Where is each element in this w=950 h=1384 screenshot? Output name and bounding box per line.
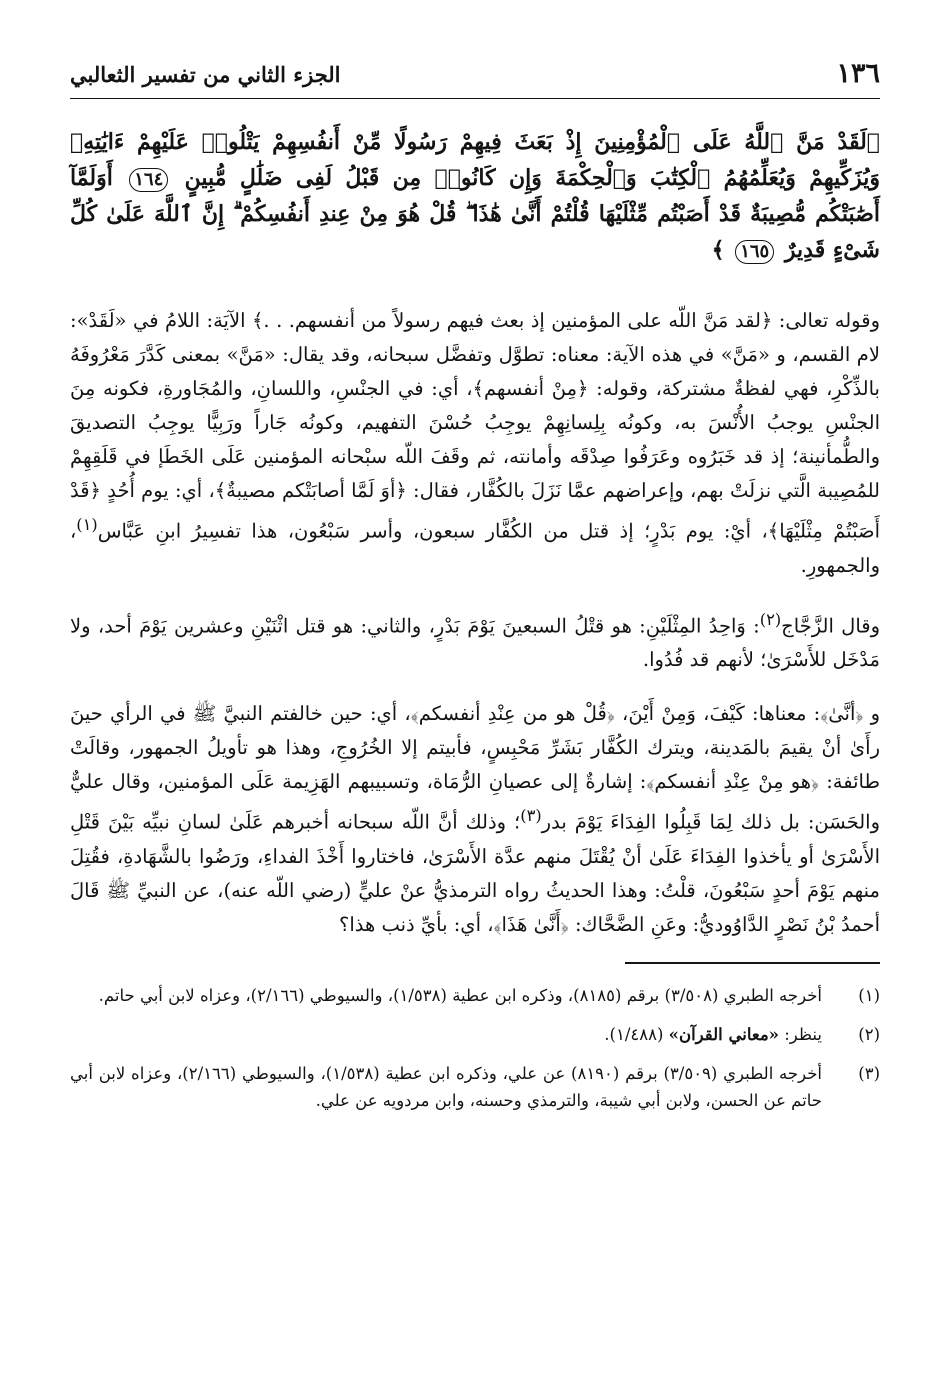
paragraph-text: وقال الزَّجَّاج [781, 614, 881, 637]
footnote-prefix: ينظر: [778, 1024, 822, 1044]
verse-number-marker: ١٦٥ [735, 240, 774, 264]
footnote-number: (٣) [858, 1063, 880, 1083]
paragraph-text: : وَاحِدُ المِثْلَيْنِ: هو قتْلُ السبعينَ يَوْمَ بَدْرٍ، والثاني: هو قتل اثْنَيْنِ وعشرين يَوْمَ أحد، ولا مَدْخَل للأَسْرَىٰ؛ لأنهم قد فُدُوا. [70, 614, 880, 671]
quran-verses [70, 124, 880, 268]
footnote-book-title: «معاني القرآن» [668, 1024, 779, 1044]
paragraph-text: وقوله تعالى: ﴿لقد مَنَّ اللّه على المؤمنين إذ بعث فيهم رسولاً من أنفسهم. . .﴾ الآيَة: اللامُ في «لَقَدْ»: لام القسم، و «مَنَّ» في هذه الآية: معناه: تطوَّل وتفضَّل سبحانه، وقد يقال: «مَنَّ» بمعنى كَدَّرَ مَعْرُوفَهُ بالذِّكْرِ، فهي لفظةٌ مشتركة، وقوله: ﴿مِنْ أنفسهم﴾، أي: في الجنْسِ، واللسانِ، والمُجَاورةِ، فكونه مِنَ الجنْسِ يوجبُ الأُنْسَ به، وكونُه بِلِسانِهِمْ يوجِبُ حُسْنَ التفهيم، وكونُه جَاراً ورَبِيًّا يوجِبُ التصديقَ والطُّمأنينة؛ إذ قد خَبَرُوه وعَرَفُوا صِدْقَه وأمانته، ثم وقَفَ اللّه سبْحانه المؤمنين عَلَى الخَطَإ في قَلَقِهِمْ للمُصِيبة الَّتي نزلَتْ بهم، وإعراضهم عمَّا نَزَلَ بالكُفَّار، فقال: ﴿أوَ لَمَّا أصابَتْكم مصيبةٌ﴾، أي: يوم أُحُدٍ ﴿قَدْ أَصَبْتُمْ مِثْلَيْهَا﴾، أيْ: يوم بَدْرٍ؛ إذ قتل من الكُفَّار سبعون، وأسر سَبْعُون، هذا تفسِيرُ ابنِ عَبَّاس [70, 309, 880, 543]
footnote-suffix: (١/٤٨٨). [604, 1024, 669, 1044]
footnote-number: (٢) [858, 1024, 880, 1044]
footnote-ref: (٢) [759, 609, 782, 629]
footnote-text: أخرجه الطبري (٣/٥٠٨) برقم (٨١٨٥)، وذكره ابن عطية (١/٥٣٨)، والسيوطي (٢/١٦٦)، وعزاه لابن أبي حاتم. [98, 985, 822, 1005]
paragraph-text: ؛ وذلك أنَّ اللّه سبحانه أخبرهم عَلَىٰ لسانِ نبيِّه بَيْنَ قَتْلِ الأَسْرَىٰ أو يأخذوا الفِدَاءَ عَلَىٰ أنْ يُقْتَلَ منهم عدَّة الأَسْرَىٰ، فاختاروا أَخْذَ الفداءِ، ورَضُوا بالشَّهَادةِ، فقُتِلَ منهم يَوْمَ أحدٍ سَبْعُونَ، قلْتُ: وهذا الحديثُ رواه الترمذيُّ عنْ عليٍّ (رضي اللّه عنه)، عن النبيِّ ﷺ قَالَ أحمدُ بْنُ نَصْرٍ الدَّاوُوديُّ: وعَنِ الضَّحَّاك: ﴿أَنَّىٰ هَذَا﴾، أي: بأيِّ ذنب هذا؟ [70, 810, 880, 936]
page-header [70, 58, 880, 98]
commentary-paragraph-3 [70, 697, 880, 942]
footnote-number: (١) [858, 985, 880, 1005]
paragraph-text: و ﴿أنَّىٰ﴾: معناها: كَيْفَ، وَمِنْ أَيْنَ، ﴿قُلْ هو من عِنْدِ أنفسكم﴾، أي: حين خالفتم النبيَّ ﷺ في الرأي حينَ رأَىٰ أنْ يقيمَ بالمَدينة، ويترك الكُفَّار بَشَرِّ مَحْبِسٍ، فأبيتم إلا الخُرُوجِ، وهذا هو تأويلُ الجمهور، وقالَتْ طائفة: ﴿هو مِنْ عِنْدِ أنفسكم﴾: إشارةٌ إلى عصيانِ الرُّمَاة، وتسبيبهم الهَزِيمة عَلَى المؤمنين، وقال عليٌّ والحَسَن: بل ذلك لِمَا قَبِلُوا الفِدَاءَ يَوْمَ بدر [70, 702, 880, 834]
quran-close-bracket: ﴾ [711, 237, 725, 263]
footnote-item [70, 1060, 880, 1114]
page-number: ١٣٦ [836, 58, 880, 89]
commentary-paragraph-1 [70, 304, 880, 583]
footnote-ref: (٣) [520, 806, 542, 825]
commentary-paragraph-2 [70, 603, 880, 678]
footnote-ref: (١) [76, 515, 98, 534]
quran-text-part-2: أَوَلَمَّآ أَصَٰبَتْكُم مُّصِيبَةٌ قَدْ أَصَبْتُم مِّثْلَيْهَا قُلْتُمْ أَنَّىٰ هَٰذَا ۖ قُلْ هُوَ مِنْ عِندِ أَنفُسِكُمْ ۗ إِنَّ ٱللَّهَ عَلَىٰ كُلِّ شَىْءٍ قَدِيرٌ [70, 165, 880, 263]
paragraph-text: ، والجمهورِ. [70, 519, 880, 577]
book-page [70, 58, 880, 1126]
running-title: الجزء الثاني من تفسير الثعالبي [70, 62, 341, 87]
header-rule [70, 98, 880, 99]
footnote-item [70, 1021, 880, 1048]
footnote-separator [625, 962, 880, 964]
footnote-text [70, 1021, 822, 1048]
footnote-text: أخرجه الطبري (٣/٥٠٩) برقم (٨١٩٠) عن علي، وذكره ابن عطية (١/٥٣٨)، والسيوطي (٢/١٦٦)، وعزاه لابن أبي حاتم عن الحسن، ولابن أبي شيبة، والترمذي وحسنه، وابن مردويه عن علي. [70, 1063, 822, 1110]
quran-text-part-1: ﴿لَقَدْ مَنَّ ٱللَّهُ عَلَى ٱلْمُؤْمِنِينَ إِذْ بَعَثَ فِيهِمْ رَسُولًا مِّنْ أَنفُسِهِمْ يَتْلُوا۟ عَلَيْهِمْ ءَايَٰتِهِۦ وَيُزَكِّيهِمْ وَيُعَلِّمُهُمُ ٱلْكِتَٰبَ وَٱلْحِكْمَةَ وَإِن كَانُوا۟ مِن قَبْلُ لَفِى ضَلَٰلٍ مُّبِينٍ [70, 129, 880, 191]
verse-number-marker: ١٦٤ [129, 168, 168, 192]
footnote-item [70, 982, 880, 1009]
footnotes [70, 982, 880, 1114]
